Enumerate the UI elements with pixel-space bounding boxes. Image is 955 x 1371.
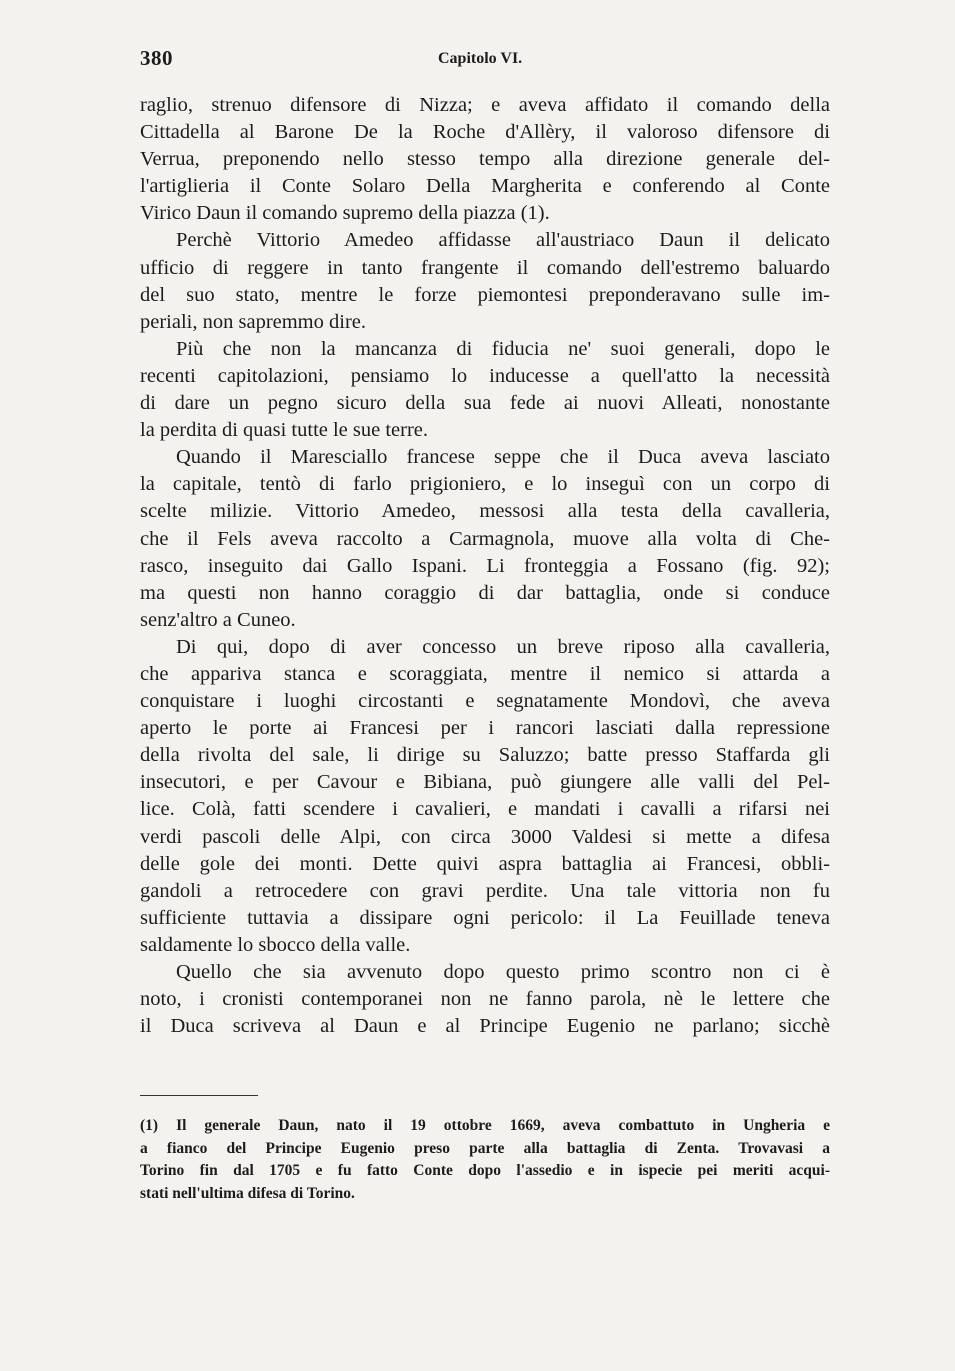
body-line: insecutori, e per Cavour e Bibiana, può giungere alle valli del Pel- bbox=[140, 771, 830, 794]
body-line: noto, i cronisti contemporanei non ne fanno parola, nè le lettere che bbox=[140, 988, 830, 1011]
body-line: la perdita di quasi tutte le sue terre. bbox=[140, 419, 429, 442]
body-line: Cittadella al Barone De la Roche d'Allèry, il valoroso difensore di bbox=[140, 121, 830, 144]
footnote-line: (1) Il generale Daun, nato il 19 ottobre 1669, aveva combattuto in Ungheria e bbox=[140, 1117, 830, 1134]
body-line: lice. Colà, fatti scendere i cavalieri, e mandati i cavalli a rifarsi nei bbox=[140, 798, 830, 821]
body-line: Quello che sia avvenuto dopo questo primo scontro non ci è bbox=[176, 961, 830, 983]
footnote-line: Torino fin dal 1705 e fu fatto Conte dopo l'assedio e in ispecie pei meriti acqui- bbox=[140, 1162, 830, 1179]
body-line: periali, non sapremmo dire. bbox=[140, 310, 367, 333]
page-number: 380 bbox=[140, 46, 173, 70]
body-line: recenti capitolazioni, pensiamo lo inducesse a quell'atto la necessità bbox=[140, 364, 830, 387]
body-line: ma questi non hanno coraggio di dar battaglia, onde si conduce bbox=[140, 581, 830, 604]
page-header bbox=[140, 46, 830, 76]
body-line: raglio, strenuo difensore di Nizza; e aveva affidato il comando della bbox=[140, 94, 830, 116]
body-line: Quando il Maresciallo francese seppe che il Duca aveva lasciato bbox=[176, 446, 830, 469]
body-line: del suo stato, mentre le forze piemontesi preponderavano sulle im- bbox=[140, 283, 830, 306]
footnote-line: a fianco del Principe Eugenio preso parte alla battaglia di Zenta. Trovavasi a bbox=[140, 1139, 830, 1157]
footnote-divider bbox=[140, 1095, 258, 1096]
body-line: Perchè Vittorio Amedeo affidasse all'austriaco Daun il delicato bbox=[176, 229, 830, 252]
running-title: Capitolo VI. bbox=[438, 50, 523, 67]
body-text bbox=[140, 92, 830, 1040]
body-line: che appariva stanca e scoraggiata, mentre il nemico si attarda a bbox=[140, 662, 830, 685]
footnote-line: stati nell'ultima difesa di Torino. bbox=[140, 1184, 355, 1202]
body-line: di dare un pegno sicuro della sua fede ai nuovi Alleati, nonostante bbox=[140, 392, 830, 415]
body-line: verdi pascoli delle Alpi, con circa 3000 Valdesi si mette a difesa bbox=[140, 825, 830, 848]
body-line: gandoli a retrocedere con gravi perdite. Una tale vittoria non fu bbox=[140, 879, 830, 902]
body-line: conquistare i luoghi circostanti e segnatamente Mondovì, che aveva bbox=[140, 690, 830, 713]
body-line: rasco, inseguito dai Gallo Ispani. Li fronteggia a Fossano (fig. 92); bbox=[140, 554, 830, 577]
body-line: Più che non la mancanza di fiducia ne' suoi generali, dopo le bbox=[176, 337, 830, 360]
body-line: Virico Daun il comando supremo della piazza (1). bbox=[140, 202, 550, 225]
body-line: scelte milizie. Vittorio Amedeo, messosi alla testa della cavalleria, bbox=[140, 500, 830, 523]
body-line: sufficiente tuttavia a dissipare ogni pericolo: il La Feuillade teneva bbox=[140, 906, 830, 929]
body-line: della rivolta del sale, li dirige su Saluzzo; batte presso Staffarda gli bbox=[140, 744, 830, 767]
body-line: il Duca scriveva al Daun e al Principe Eugenio ne parlano; sicchè bbox=[140, 1015, 830, 1038]
body-line: ufficio di reggere in tanto frangente il comando dell'estremo baluardo bbox=[140, 256, 830, 279]
footnotes bbox=[140, 1115, 830, 1205]
body-line: Verrua, preponendo nello stesso tempo alla direzione generale del- bbox=[140, 148, 830, 171]
body-line: senz'altro a Cuneo. bbox=[140, 608, 296, 631]
body-line: che il Fels aveva raccolto a Carmagnola, muove alla volta di Che- bbox=[140, 527, 830, 550]
body-line: delle gole dei monti. Dette quivi aspra battaglia ai Francesi, obbli- bbox=[140, 852, 830, 875]
body-line: Di qui, dopo di aver concesso un breve riposo alla cavalleria, bbox=[176, 635, 830, 658]
body-line: la capitale, tentò di farlo prigioniero, e lo inseguì con un corpo di bbox=[140, 473, 830, 496]
body-line: l'artiglieria il Conte Solaro Della Margherita e conferendo al Conte bbox=[140, 175, 830, 198]
body-line: aperto le porte ai Francesi per i rancori lasciati dalla repressione bbox=[140, 717, 830, 740]
body-line: saldamente lo sbocco della valle. bbox=[140, 933, 411, 956]
